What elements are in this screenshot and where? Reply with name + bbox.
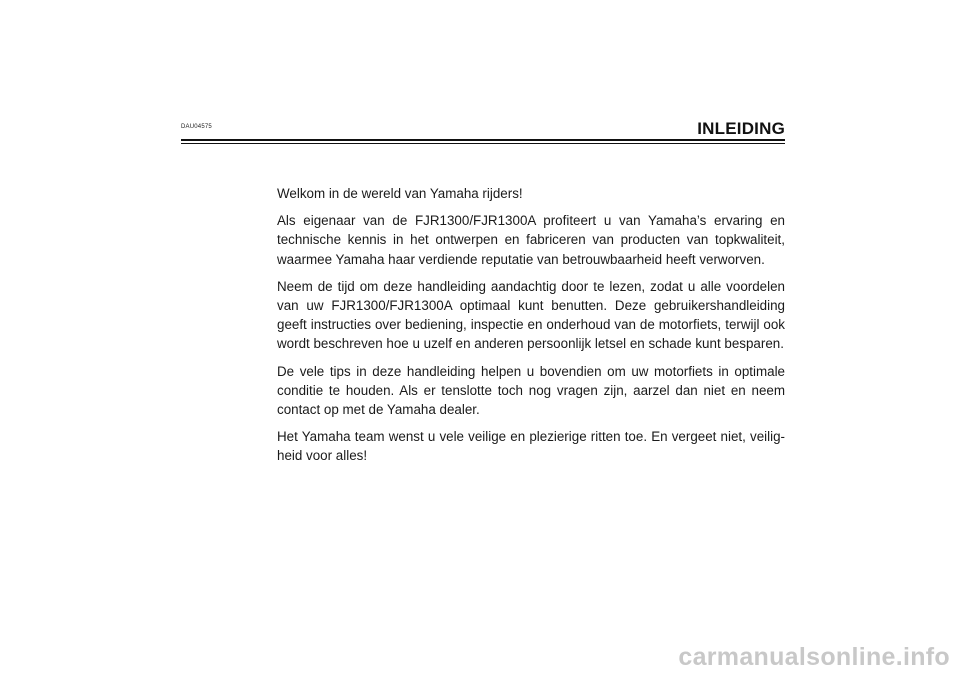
paragraph-read-manual: Neem de tijd om deze handleiding aandachtig door te lezen, zodat u alle voordelen van uw FJR1300/FJR1300A optimaal kunt benutten. Deze gebruikershandleiding geeft instructies over bediening, inspectie en onderhoud van de motorfiets, terwijl ook wordt beschreven hoe u uzelf en anderen persoonlijk letsel en schade kunt besparen. (277, 278, 785, 352)
header-rule-thin (181, 143, 785, 144)
page-title: INLEIDING (697, 119, 785, 138)
body-text (277, 184, 785, 474)
paragraph-ownership: Als eigenaar van de FJR1300/FJR1300A profiteert u van Yamaha’s ervaring en technische kennis in het ontwerpen en fabriceren van producten van topkwaliteit, waarmee Yamaha haar verdiende reputatie van betrouwbaarheid heeft verworven. (277, 213, 785, 267)
paragraph-welcome: Welkom in de wereld van Yamaha rijders! (277, 186, 523, 201)
header-rule-thick (181, 139, 785, 141)
paragraph-closing: Het Yamaha team wenst u vele veilige en plezierige ritten toe. En vergeet niet, veilig-heid voor alles! (277, 429, 785, 464)
watermark: carmanualsonline.info (678, 643, 950, 671)
paragraph-tips: De vele tips in deze handleiding helpen u bovendien om uw motorfiets in optimale conditie te houden. Als er tenslotte toch nog vragen zijn, aarzel dan niet en neem contact op met de Yamaha dealer. (277, 363, 785, 418)
document-code: DAU04575 (181, 124, 212, 130)
